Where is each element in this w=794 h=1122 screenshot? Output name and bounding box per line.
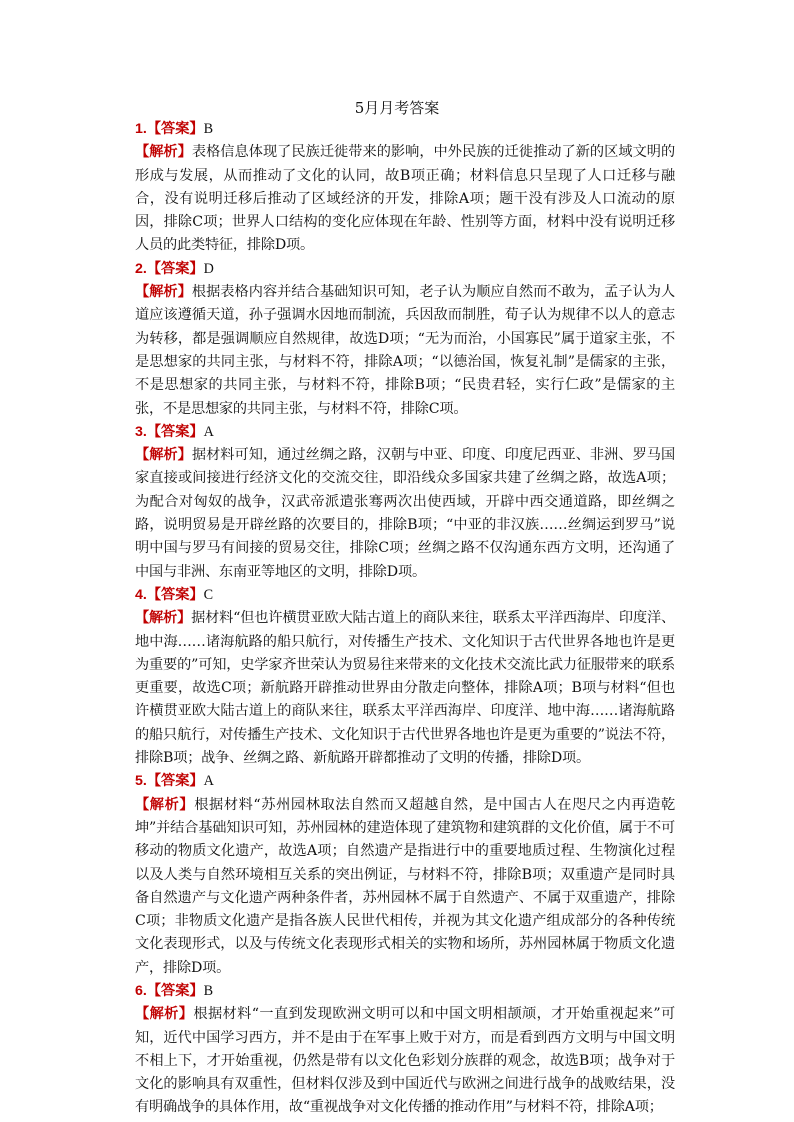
answer-tag: 【答案】: [146, 773, 204, 790]
answer-line: [135, 258, 675, 281]
answer-tag: 【答案】: [146, 586, 204, 603]
question-2: [135, 258, 675, 421]
question-6: [135, 980, 675, 1120]
answer-list: [135, 118, 675, 1120]
question-number: 2.: [135, 260, 147, 277]
explanation-text: 根据材料“一直到发现欧洲文明可以和中国文明相颉颃，才开始重视起来”可知，近代中国学习西方，并不是由于在军事上败于对方，而是看到西方文明与中国文明不相上下，才开始重视，仍然是带有以文化色彩划分族群的观念，故选B项；战争对于文化的影响具有双重性，但材料仅涉及到中国近代与欧洲之间进行战争的战败结果，没有明确战争的具体作用，故“重视战争对文化传播的推动作用”与材料不符，排除A项；: [135, 1006, 675, 1116]
answer-value: B: [203, 982, 214, 999]
explanation: [135, 281, 675, 421]
question-3: [135, 421, 675, 584]
answer-value: B: [203, 121, 214, 137]
question-number: 3.: [135, 423, 147, 440]
answer-value: C: [203, 586, 214, 603]
question-1: [135, 118, 675, 258]
question-number: 5.: [135, 773, 147, 790]
explanation-text: 根据表格内容并结合基础知识可知，老子认为顺应自然而不敢为，孟子认为人道应该遵循天道，孙子强调水因地而制流，兵因敌而制胜，荀子认为规律不以人的意志为转移，都是强调顺应自然规律，故选D项；“无为而治，小国寡民”属于道家主张，不是思想家的共同主张，与材料不符，排除A项；“以德治国，恢复礼制”是儒家的主张，不是思想家的共同主张，与材料不符，排除B项；“民贵君轻，实行仁政”是儒家的主张，不是思想家的共同主张，与材料不符，排除C项。: [135, 284, 676, 417]
question-number: 4.: [135, 586, 147, 603]
answer-line: [135, 421, 675, 444]
answer-line: [135, 980, 675, 1003]
explanation-tag: 【解析】: [135, 610, 192, 627]
explanation-text: 根据材料“苏州园林取法自然而又超越自然，是中国古人在咫尺之内再造乾坤”并结合基础知识可知，苏州园林的建造体现了建筑物和建筑群的文化价值，属于不可移动的物质文化遗产，故选A项；自然遗产是指进行中的重要地质过程、生物演化过程以及人类与自然环境相互关系的突出例证，与材料不符，排除B项；双重遗产是同时具备自然遗产与文化遗产两种条件者，苏州园林不属于自然遗产、不属于双重遗产，排除C项；非物质文化遗产是指各族人民世代相传，并视为其文化遗产组成部分的各种传统文化表现形式，以及与传统文化表现形式相关的实物和场所，苏州园林属于物质文化遗产，排除D项。: [135, 796, 675, 976]
explanation-text: 表格信息体现了民族迁徙带来的影响，中外民族的迁徙推动了新的区域文明的形成与发展，从而推动了文化的认同，故B项正确；材料信息只呈现了人口迁移与融合，没有说明迁移后推动了区域经济的开发，排除A项；题干没有涉及人口流动的原因，排除C项；世界人口结构的变化应体现在年龄、性别等方面，材料中没有说明迁移人员的此类特征，排除D项。: [135, 144, 676, 254]
explanation-tag: 【解析】: [135, 796, 195, 813]
answer-line: [135, 584, 675, 607]
answer-line: [135, 770, 675, 793]
question-number: 6.: [135, 982, 147, 999]
answer-value: A: [203, 773, 214, 790]
answer-tag: 【答案】: [146, 260, 204, 277]
answer-value: D: [203, 260, 214, 277]
explanation-tag: 【解析】: [135, 1006, 194, 1023]
explanation-tag: 【解析】: [135, 144, 192, 161]
question-5: [135, 770, 675, 980]
explanation-tag: 【解析】: [135, 284, 192, 301]
explanation-text: 据材料“但也许横贯亚欧大陆古道上的商队来往，联系太平洋西海岸、印度洋、地中海……诸海航路的船只航行，对传播生产技术、文化知识于古代世界各地也许是更为重要的”可知，史学家齐世荣认为贸易往来带来的文化技术交流比武力征服带来的联系更重要，故选C项；新航路开辟推动世界由分散走向整体，排除A项；B项与材料“但也许横贯亚欧大陆古道上的商队来往，联系太平洋西海岸、印度洋、地中海……诸海航路的船只航行，对传播生产技术、文化知识于古代世界各地也许是更为重要的”说法不符，排除B项；战争、丝绸之路、新航路开辟都推动了文明的传播，排除D项。: [135, 610, 675, 767]
question-number: 1.: [135, 121, 147, 137]
explanation: [135, 444, 675, 584]
explanation-tag: 【解析】: [135, 447, 192, 464]
question-4: [135, 584, 675, 770]
explanation: [135, 1003, 675, 1119]
answer-tag: 【答案】: [146, 423, 204, 440]
answer-tag: 【答案】: [146, 982, 204, 999]
explanation: [135, 794, 675, 980]
explanation: [135, 141, 675, 257]
answer-tag: 【答案】: [146, 121, 204, 137]
answer-value: A: [203, 423, 214, 440]
explanation-text: 据材料可知，通过丝绸之路，汉朝与中亚、印度、印度尼西亚、非洲、罗马国家直接或间接进行经济文化的交流交往，即沿线众多国家共建了丝绸之路，故选A项；为配合对匈奴的战争，汉武帝派遣张骞两次出使西域，开辟中西交通道路，即丝绸之路，说明贸易是开辟丝路的次要目的，排除B项；“中亚的非汉族……丝绸运到罗马”说明中国与罗马有间接的贸易交往，排除C项；丝绸之路不仅沟通东西方文明，还沟通了中国与非洲、东南亚等地区的文明，排除D项。: [135, 447, 676, 580]
explanation: [135, 607, 675, 770]
page-title: 5月月考答案: [354, 99, 440, 117]
answer-line: [135, 118, 675, 141]
